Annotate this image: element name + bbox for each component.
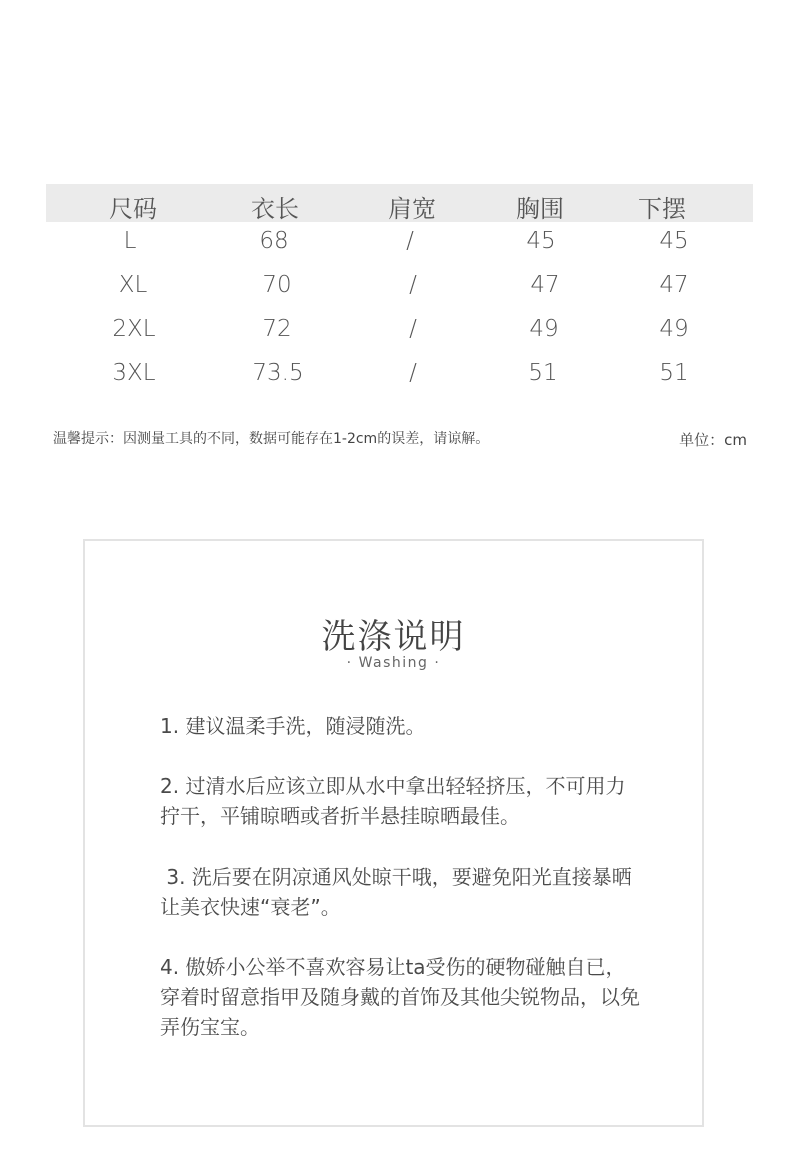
cell-chest: 47 xyxy=(530,272,560,298)
cell-hem: 51 xyxy=(659,360,689,386)
cell-length: 72 xyxy=(262,316,292,342)
table-row xyxy=(46,310,753,354)
cell-size: 3XL xyxy=(112,360,156,386)
cell-shoulder: / xyxy=(409,316,417,342)
header-shoulder: 肩宽 xyxy=(388,195,436,223)
cell-chest: 45 xyxy=(526,228,556,254)
header-chest: 胸围 xyxy=(516,195,564,223)
washing-item: 1. 建议温柔手洗，随浸随洗。 xyxy=(160,714,426,738)
washing-item: 4. 傲娇小公举不喜欢容易让ta受伤的硬物碰触自已，穿着时留意指甲及随身戴的首饰及其他尖锐物品，以免弄伤宝宝。 xyxy=(160,955,640,1039)
cell-length: 73.5 xyxy=(252,360,304,386)
size-table-header xyxy=(46,184,753,222)
measurement-tip: 温馨提示：因测量工具的不同，数据可能存在1-2cm的误差，请谅解。 xyxy=(53,431,490,447)
cell-hem: 47 xyxy=(659,272,689,298)
washing-item: 3. 洗后要在阴凉通风处晾干哦，要避免阳光直接暴晒让美衣快速“衰老”。 xyxy=(160,865,632,919)
unit-label: 单位：cm xyxy=(679,431,747,449)
washing-title: 洗涤说明 xyxy=(321,617,466,657)
washing-instructions-box xyxy=(83,539,704,1127)
cell-length: 68 xyxy=(259,228,289,254)
cell-shoulder: / xyxy=(409,272,417,298)
washing-subtitle: · Washing · xyxy=(346,655,441,671)
cell-hem: 49 xyxy=(659,316,689,342)
cell-shoulder: / xyxy=(409,360,417,386)
table-row xyxy=(46,222,753,266)
cell-chest: 51 xyxy=(528,360,558,386)
table-row xyxy=(46,266,753,310)
header-length: 衣长 xyxy=(251,195,299,223)
cell-size: XL xyxy=(118,272,148,298)
size-table xyxy=(46,184,753,398)
table-row xyxy=(46,354,753,398)
cell-size: 2XL xyxy=(112,316,156,342)
washing-item: 2. 过清水后应该立即从水中拿出轻轻挤压，不可用力拧干，平铺晾晒或者折半悬挂晾晒最佳。 xyxy=(160,774,626,828)
cell-chest: 49 xyxy=(529,316,559,342)
cell-length: 70 xyxy=(262,272,292,298)
header-size: 尺码 xyxy=(109,195,157,223)
cell-size: L xyxy=(123,228,137,254)
header-hem: 下摆 xyxy=(638,195,686,223)
cell-shoulder: / xyxy=(406,228,414,254)
cell-hem: 45 xyxy=(659,228,689,254)
